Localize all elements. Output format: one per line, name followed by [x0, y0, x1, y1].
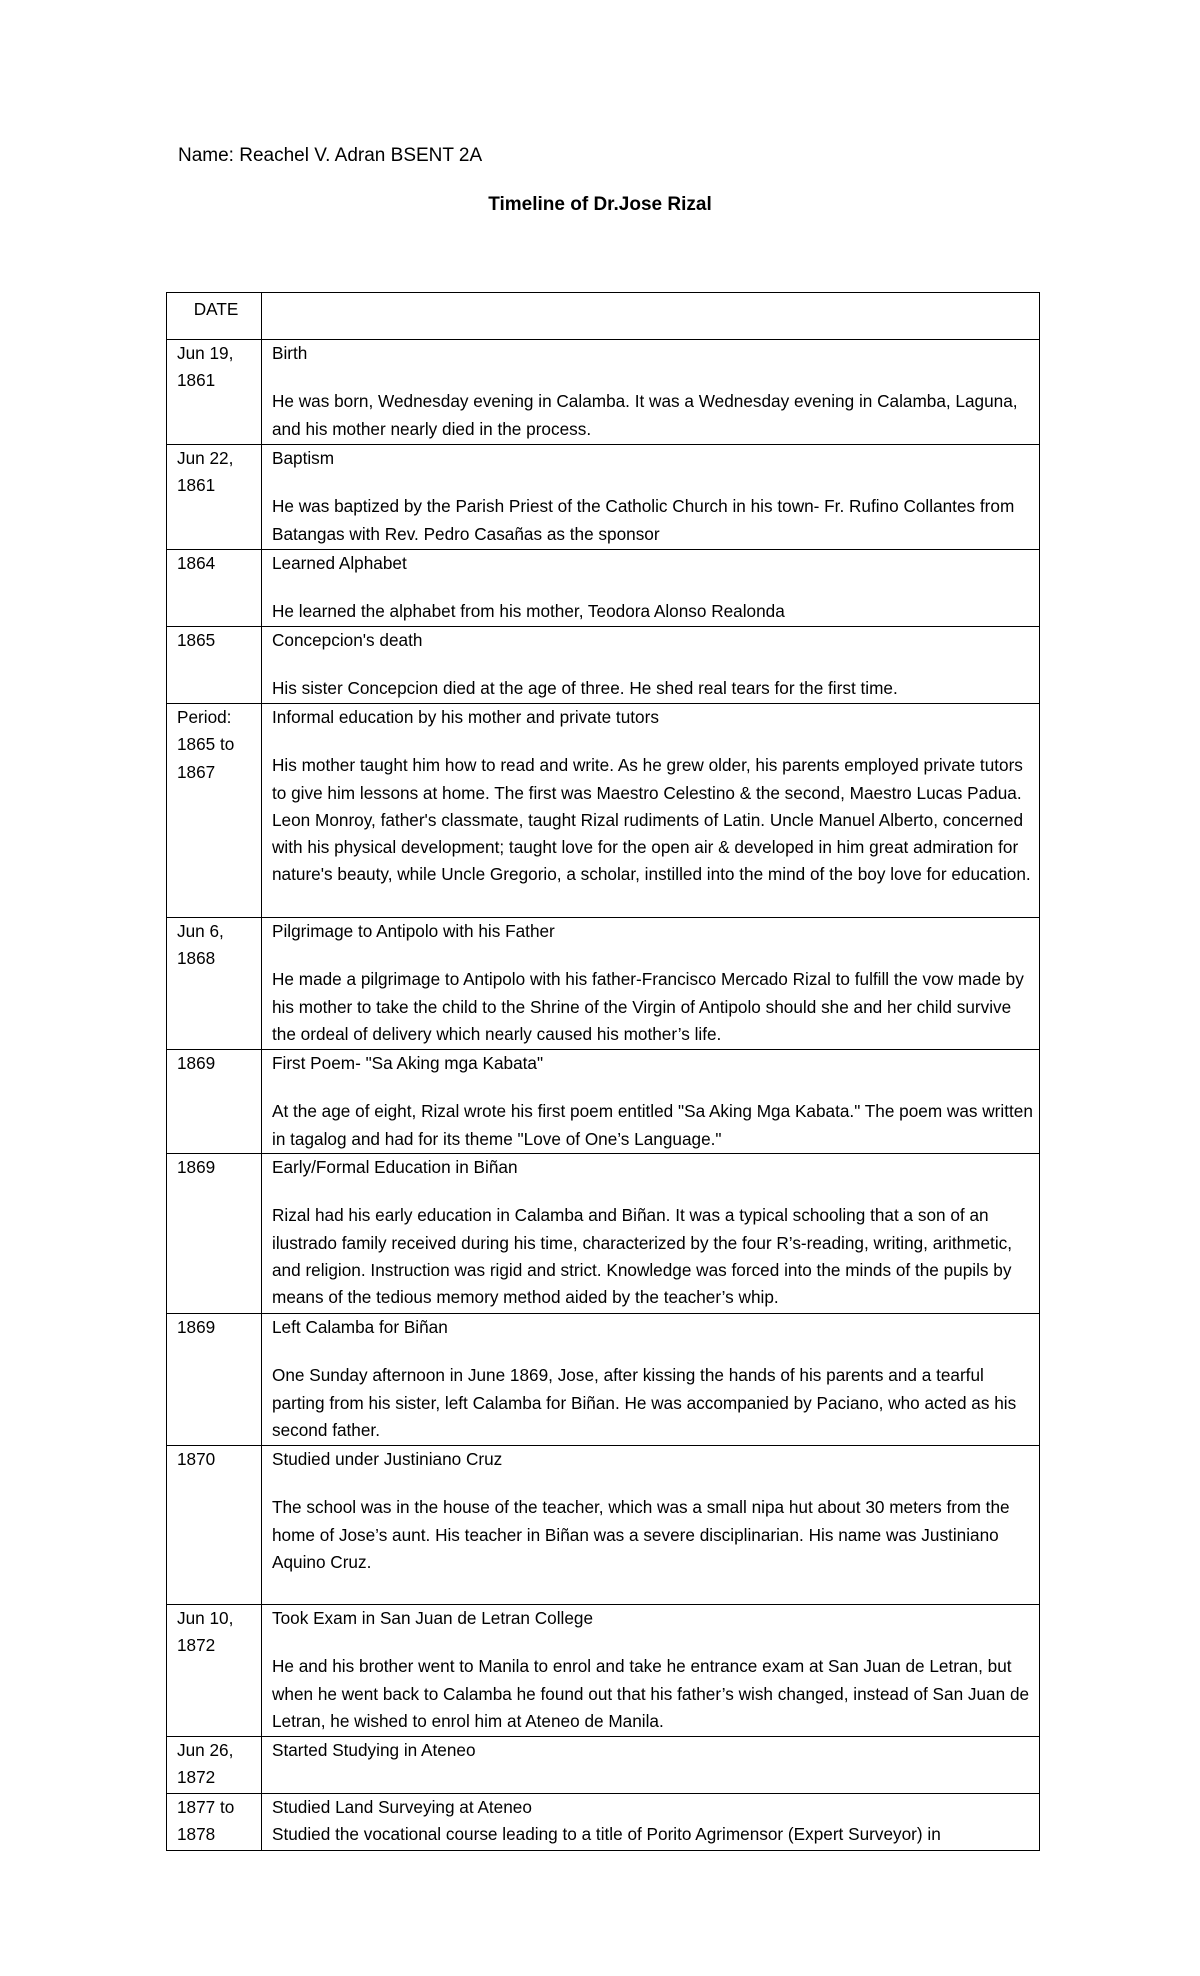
- student-name-line: Name: Reachel V. Adran BSENT 2A: [178, 145, 483, 166]
- event-title: First Poem- "Sa Aking mga Kabata": [272, 1053, 544, 1073]
- row-date: 1869: [167, 1154, 262, 1314]
- row-event: [262, 1446, 1040, 1605]
- event-title: Started Studying in Ateneo: [272, 1740, 476, 1760]
- event-description: He was baptized by the Parish Priest of the Catholic Church in his town- Fr. Rufino Collantes from Batangas with Rev. Pedro Casañas as the sponsor: [272, 496, 1015, 544]
- table-row: [167, 1605, 1040, 1737]
- row-date: Jun 22, 1861: [167, 445, 262, 550]
- document-title: Timeline of Dr.Jose Rizal: [488, 194, 712, 215]
- row-date: 1870: [167, 1446, 262, 1605]
- event-title: Baptism: [272, 448, 335, 468]
- row-event: [262, 1050, 1040, 1154]
- row-event: [262, 1154, 1040, 1314]
- event-title: Concepcion's death: [272, 630, 423, 650]
- event-title: Studied Land Surveying at Ateneo: [272, 1797, 532, 1817]
- event-description: He and his brother went to Manila to enrol and take he entrance exam at San Juan de Letran, but when he went back to Calamba he found out that his father’s wish changed, instead of San Juan de Letran, he wished to enrol him at Ateneo de Manila.: [272, 1656, 1030, 1731]
- event-description: His mother taught him how to read and write. As he grew older, his parents employed private tutors to give him lessons at home. The first was Maestro Celestino & the second, Maestro Lucas Padua. Leon Monroy, father's classmate, taught Rizal rudiments of Latin. Uncle Manuel Alberto, concerned with his physical development; taught love for the open air & developed in him great admiration for nature's beauty, while Uncle Gregorio, a scholar, instilled into the mind of the boy love for education.: [272, 755, 1031, 885]
- table-row: [167, 627, 1040, 704]
- event-title: Early/Formal Education in Biñan: [272, 1157, 518, 1177]
- row-date: Jun 19, 1861: [167, 340, 262, 445]
- row-date: 1869: [167, 1050, 262, 1154]
- table-row: [167, 1794, 1040, 1851]
- row-date: 1869: [167, 1314, 262, 1446]
- row-event: [262, 550, 1040, 627]
- event-description: One Sunday afternoon in June 1869, Jose, after kissing the hands of his parents and a tearful parting from his sister, left Calamba for Biñan. He was accompanied by Paciano, who acted as his second father.: [272, 1365, 1017, 1440]
- table-row: [167, 445, 1040, 550]
- event-title: Pilgrimage to Antipolo with his Father: [272, 921, 555, 941]
- table-row: [167, 340, 1040, 445]
- event-column-header: [262, 293, 1040, 340]
- event-description: Studied the vocational course leading to a title of Porito Agrimensor (Expert Surveyor) in: [272, 1824, 941, 1845]
- event-title: Birth: [272, 343, 308, 363]
- event-title: Studied under Justiniano Cruz: [272, 1449, 503, 1469]
- event-title: Informal education by his mother and private tutors: [272, 707, 659, 727]
- table-row: [167, 918, 1040, 1050]
- event-description: The school was in the house of the teacher, which was a small nipa hut about 30 meters from the home of Jose’s aunt. His teacher in Biñan was a severe disciplinarian. His name was Justiniano Aquino Cruz.: [272, 1497, 1010, 1572]
- date-column-header: DATE: [167, 293, 262, 340]
- row-event: [262, 1794, 1040, 1851]
- table-row: [167, 1050, 1040, 1154]
- row-event: [262, 627, 1040, 704]
- row-event: [262, 340, 1040, 445]
- table-row: [167, 1154, 1040, 1314]
- event-description: He made a pilgrimage to Antipolo with his father-Francisco Mercado Rizal to fulfill the vow made by his mother to take the child to the Shrine of the Virgin of Antipolo should she and her child survive the ordeal of delivery which nearly caused his mother’s life.: [272, 969, 1024, 1044]
- table-row: [167, 550, 1040, 627]
- row-date: Jun 10, 1872: [167, 1605, 262, 1737]
- row-date: Jun 26, 1872: [167, 1737, 262, 1794]
- row-date: 1877 to 1878: [167, 1794, 262, 1851]
- table-row: [167, 704, 1040, 918]
- event-description: His sister Concepcion died at the age of three. He shed real tears for the first time.: [272, 678, 898, 699]
- row-date: Jun 6, 1868: [167, 918, 262, 1050]
- event-title: Took Exam in San Juan de Letran College: [272, 1608, 594, 1628]
- table-header-row: [167, 293, 1040, 340]
- table-row: [167, 1446, 1040, 1605]
- row-date: 1865: [167, 627, 262, 704]
- table-row: [167, 1314, 1040, 1446]
- row-event: [262, 1314, 1040, 1446]
- row-event: [262, 918, 1040, 1050]
- table-row: [167, 1737, 1040, 1794]
- event-description: Rizal had his early education in Calamba and Biñan. It was a typical schooling that a son of an ilustrado family received during his time, characterized by the four R’s-reading, writing, arithmetic, and religion. Instruction was rigid and strict. Knowledge was forced into the minds of the pupils by means of the tedious memory method aided by the teacher’s whip.: [272, 1205, 1013, 1308]
- event-title: Learned Alphabet: [272, 553, 407, 573]
- row-event: [262, 445, 1040, 550]
- event-description: He was born, Wednesday evening in Calamba. It was a Wednesday evening in Calamba, Laguna, and his mother nearly died in the process.: [272, 391, 1018, 439]
- event-title: Left Calamba for Biñan: [272, 1317, 448, 1337]
- row-date: Period: 1865 to 1867: [167, 704, 262, 918]
- event-description: At the age of eight, Rizal wrote his first poem entitled "Sa Aking Mga Kabata." The poem was written in tagalog and had for its theme "Love of One’s Language.": [272, 1101, 1033, 1149]
- event-description: He learned the alphabet from his mother, Teodora Alonso Realonda: [272, 601, 785, 622]
- row-date: 1864: [167, 550, 262, 627]
- row-event: [262, 1605, 1040, 1737]
- row-event: [262, 1737, 1040, 1794]
- timeline-table: [166, 292, 1040, 1851]
- row-event: [262, 704, 1040, 918]
